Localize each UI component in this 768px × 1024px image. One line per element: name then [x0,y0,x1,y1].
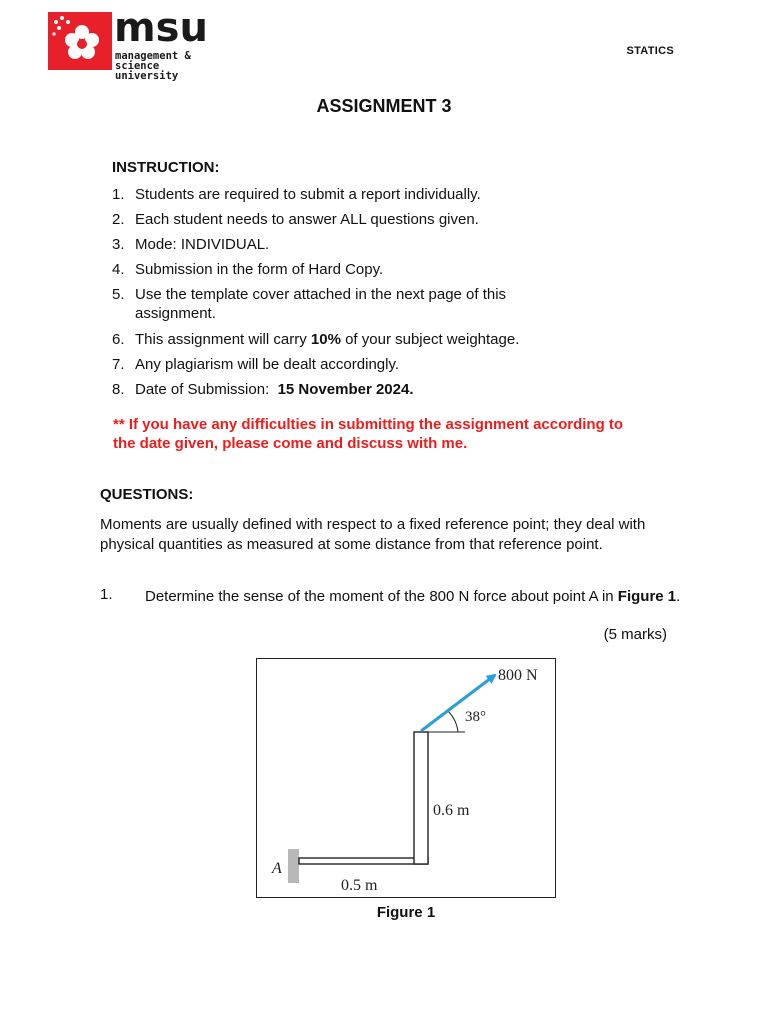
page-title: ASSIGNMENT 3 [316,96,452,116]
item-number: 8. [112,381,125,398]
instruction-item [112,355,572,374]
item-text-post: of your subject weightage. [340,331,520,348]
logo-subline-2: science university [115,60,179,82]
item-text-pre: Date of Submission: [135,381,278,398]
figure-caption: Figure 1 [376,904,436,921]
item-text [135,330,519,349]
instruction-item [112,285,572,323]
point-a-label: A [272,860,282,877]
difficulty-notice: ** If you have any difficulties in submitting the assignment according to the date given, please come and discuss with me. [113,416,624,452]
horizontal-length-label: 0.5 m [341,877,378,894]
angle-label: 38° [465,709,486,725]
instruction-heading: INSTRUCTION: [112,159,220,176]
instruction-item [112,210,572,229]
vertical-member [414,732,428,864]
instruction-list [112,185,572,405]
item-number: 1. [112,186,125,203]
force-label: 800 N [498,667,538,684]
item-text: Students are required to submit a report individually. [135,186,481,203]
instruction-item [112,185,572,204]
question-1-text-post: . [676,588,681,605]
item-text: Mode: INDIVIDUAL. [135,236,270,253]
item-number: 6. [112,331,125,348]
instruction-item [112,380,572,399]
questions-heading: QUESTIONS: [100,486,194,503]
weightage-value: 10% [310,331,341,348]
instruction-item [112,330,572,349]
item-text: Any plagiarism will be dealt accordingly. [135,356,400,373]
item-text [135,380,414,399]
item-number: 3. [112,236,125,253]
flower-emblem-icon [48,12,112,70]
question-1-text [145,586,685,607]
angle-arc [448,711,458,732]
vertical-length-label: 0.6 m [433,802,470,819]
item-number: 4. [112,261,125,278]
subject-label: STATICS [626,45,674,57]
item-number: 7. [112,356,125,373]
question-1-text-pre: Determine the sense of the moment of the 800 N force about point A in [145,588,618,605]
horizontal-member [299,858,428,864]
figure-1-diagram [257,659,555,897]
figure-reference: Figure 1 [617,588,677,605]
instruction-item [112,235,572,254]
question-1-number: 1. [100,586,113,603]
instruction-item [112,260,572,279]
item-number: 5. [112,286,125,303]
msu-logo [48,5,228,82]
figure-1 [256,658,556,898]
wall-support [288,849,299,883]
questions-intro: Moments are usually defined with respect to a fixed reference point; they deal with physical quantities as measured at some distance from that reference point. [100,516,646,553]
item-text: Submission in the form of Hard Copy. [135,261,384,278]
item-text-pre: This assignment will carry [135,331,311,348]
question-1-marks: (5 marks) [603,626,667,643]
item-text: Use the template cover attached in the next page of this assignment. [135,286,507,322]
item-text: Each student needs to answer ALL questions given. [135,211,479,228]
logo-wordmark: msu [114,5,208,51]
logo-subline-1: management & [115,50,191,62]
submission-date: 15 November 2024. [277,381,414,398]
item-number: 2. [112,211,125,228]
